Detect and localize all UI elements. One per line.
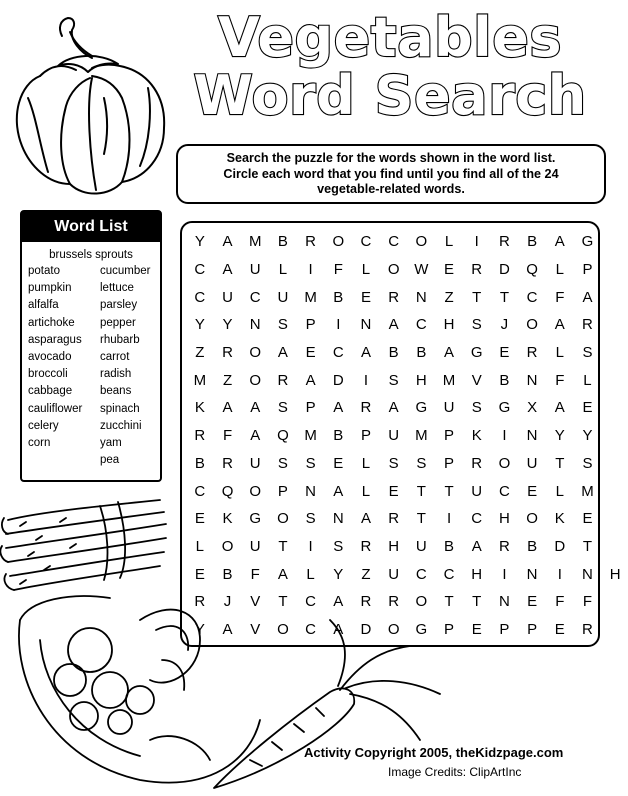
grid-letter: I [474, 233, 479, 251]
grid-letter: O [249, 371, 262, 389]
grid-letter: E [360, 288, 371, 306]
grid-letter: R [360, 593, 372, 611]
grid-letter: P [444, 454, 455, 472]
grid-letter: R [194, 427, 206, 445]
grid-row [186, 256, 628, 284]
grid-letter: T [278, 537, 288, 555]
grid-letter: A [222, 233, 233, 251]
grid-letter: T [472, 288, 482, 306]
grid-letter: Y [333, 565, 344, 583]
grid-letter: F [582, 593, 593, 611]
grid-letter: Z [361, 565, 371, 583]
grid-letter: E [527, 482, 538, 500]
grid-letter: Y [554, 427, 565, 445]
word-list-item: parsley [100, 299, 138, 312]
word-list-item: asparagus [28, 333, 82, 346]
grid-letter: A [554, 399, 565, 417]
grid-letter: K [194, 399, 205, 417]
grid-letter: G [498, 399, 511, 417]
grid-letter: B [194, 454, 205, 472]
grid-letter: S [471, 316, 482, 334]
grid-letter: E [194, 510, 205, 528]
grid-row [186, 283, 628, 311]
grid-letter: T [278, 593, 288, 611]
grid-letter: D [360, 620, 372, 638]
grid-letter: O [249, 482, 262, 500]
grid-letter: A [582, 288, 593, 306]
grid-letter: M [193, 371, 207, 389]
word-list-item: rhubarb [100, 333, 140, 346]
grid-letter: C [249, 288, 261, 306]
grid-letter: I [308, 261, 313, 279]
grid-letter: F [555, 371, 565, 389]
grid-letter: I [363, 371, 369, 389]
grid-letter: O [526, 510, 538, 528]
word-list-item: pea [100, 454, 120, 467]
grid-letter: B [222, 565, 233, 583]
grid-letter: R [222, 344, 233, 362]
grid-letter: A [333, 482, 344, 500]
word-list-item: cabbage [28, 385, 73, 398]
grid-letter: T [499, 288, 509, 306]
grid-letter: T [555, 454, 565, 472]
grid-letter: R [360, 537, 372, 555]
grid-letter: P [277, 482, 288, 500]
word-list-item: alfalfa [28, 299, 59, 312]
grid-letter: F [555, 593, 565, 611]
grid-letter: L [361, 261, 371, 279]
grid-letter: S [582, 454, 593, 472]
grid-letter: Z [222, 371, 233, 389]
word-list-header: Word List [22, 212, 160, 242]
grid-letter: N [526, 427, 538, 445]
grid-letter: J [223, 593, 232, 611]
grid-letter: E [194, 565, 205, 583]
grid-letter: B [388, 344, 399, 362]
word-list-item: corn [28, 437, 51, 450]
grid-letter: P [305, 316, 316, 334]
grid-letter: R [471, 261, 483, 279]
grid-letter: H [443, 316, 455, 334]
grid-row [186, 339, 628, 367]
grid-letter: L [361, 482, 371, 500]
grid-letter: J [500, 316, 509, 334]
grid-letter: E [582, 399, 593, 417]
grid-letter: A [277, 344, 288, 362]
grid-letter: R [526, 344, 538, 362]
grid-letter: N [360, 316, 372, 334]
bell-pepper-illustration [0, 6, 175, 206]
grid-letter: R [222, 454, 233, 472]
grid-letter: W [414, 261, 429, 279]
grid-row [186, 505, 628, 533]
grid-letter: R [498, 537, 510, 555]
grid-letter: A [388, 316, 399, 334]
grid-row [186, 366, 628, 394]
grid-letter: E [554, 620, 565, 638]
grid-row [186, 311, 628, 339]
grid-letter: R [388, 510, 400, 528]
grid-letter: O [387, 261, 400, 279]
grid-letter: L [555, 344, 564, 362]
grid-letter: B [333, 288, 344, 306]
grid-letter: S [305, 510, 316, 528]
grid-letter: B [527, 537, 538, 555]
grid-letter: A [305, 371, 316, 389]
grid-letter: S [416, 454, 427, 472]
word-list-item: carrot [100, 351, 130, 364]
grid-letter: A [360, 510, 371, 528]
grid-letter: N [498, 593, 510, 611]
grid-letter: N [526, 371, 538, 389]
grid-letter: R [498, 233, 510, 251]
grid-letter: G [249, 510, 262, 528]
grid-letter: S [277, 454, 288, 472]
grid-letter: C [305, 620, 317, 638]
word-list-item: potato [28, 265, 60, 277]
grid-letter: U [443, 399, 455, 417]
grid-letter: R [582, 620, 593, 638]
grid-letter: L [278, 261, 288, 279]
grid-letter: S [305, 454, 316, 472]
instructions-line-1: Search the puzzle for the words shown in the word list. [226, 151, 556, 165]
grid-letter: M [442, 371, 456, 389]
grid-letter: A [333, 620, 344, 638]
grid-letter: A [388, 399, 399, 417]
grid-row [186, 450, 628, 478]
word-list-item: celery [28, 419, 59, 432]
grid-letter: A [277, 565, 288, 583]
word-list-item: pepper [100, 316, 136, 329]
grid-letter: S [388, 454, 399, 472]
instructions-line-2: Circle each word that you find until you find all of the 24 [223, 166, 559, 181]
grid-letter: S [471, 399, 482, 417]
grid-letter: A [222, 261, 233, 279]
grid-letter: I [557, 565, 562, 583]
word-list-item: broccoli [28, 368, 68, 381]
grid-letter: A [471, 537, 482, 555]
grid-row [186, 394, 628, 422]
word-list-column-1 [28, 263, 100, 469]
word-list-item: artichoke [28, 316, 75, 329]
grid-letter: U [249, 454, 261, 472]
grid-letter: A [333, 593, 344, 611]
grid-letter: C [194, 288, 206, 306]
grid-letter: A [360, 344, 371, 362]
grid-letter: Q [221, 482, 234, 500]
puzzle-grid-box [180, 221, 621, 647]
grid-row [186, 616, 628, 644]
grid-letter: C [194, 482, 206, 500]
instructions-box [176, 144, 606, 204]
grid-letter: N [526, 565, 538, 583]
grid-letter: T [472, 593, 482, 611]
grid-letter: N [415, 288, 427, 306]
grid-letter: Z [444, 288, 454, 306]
grid-letter: B [444, 537, 455, 555]
word-list-item: pumpkin [28, 282, 72, 295]
grid-letter: T [582, 537, 593, 555]
word-list-column-2 [100, 263, 151, 469]
grid-letter: G [415, 620, 428, 638]
grid-letter: Q [526, 261, 538, 279]
word-list-item: avocado [28, 351, 72, 364]
grid-letter: B [277, 233, 288, 251]
grid-letter: M [248, 233, 262, 251]
grid-letter: I [502, 565, 507, 583]
grid-letter: L [361, 454, 371, 472]
copyright-text: Activity Copyright 2005, theKidzpage.com [304, 745, 564, 760]
word-list-item: yam [100, 437, 122, 450]
grid-letter: O [387, 620, 400, 638]
grid-letter: A [250, 399, 261, 417]
grid-letter: M [304, 427, 317, 445]
grid-letter: E [333, 454, 344, 472]
instructions-line-3: vegetable-related words. [317, 182, 465, 196]
grid-letter: G [470, 344, 483, 362]
grid-letter: V [471, 371, 482, 389]
grid-letter: A [554, 233, 565, 251]
grid-letter: G [581, 233, 594, 251]
grid-letter: P [527, 620, 538, 638]
grid-letter: H [498, 510, 510, 528]
letter-grid [186, 228, 628, 643]
grid-letter: P [499, 620, 510, 638]
grid-letter: U [222, 288, 233, 306]
grid-letter: U [471, 482, 483, 500]
grid-letter: O [249, 344, 262, 362]
grid-letter: U [249, 537, 261, 555]
grid-letter: O [277, 620, 289, 638]
grid-letter: S [277, 399, 288, 417]
grid-letter: A [333, 399, 344, 417]
grid-letter: U [526, 454, 538, 472]
grid-letter: L [555, 482, 564, 500]
grid-letter: E [388, 482, 399, 500]
title-line-1: Vegetables [218, 6, 562, 69]
grid-letter: B [416, 344, 427, 362]
grid-letter: C [332, 344, 344, 362]
grid-letter: E [582, 510, 593, 528]
grid-letter: T [416, 482, 426, 500]
word-list-item: brussels sprouts [49, 249, 133, 261]
grid-row [186, 477, 628, 505]
grid-letter: O [498, 454, 511, 472]
grid-letter: G [415, 399, 428, 417]
grid-row [186, 560, 628, 588]
grid-letter: C [388, 233, 400, 251]
grid-letter: U [415, 537, 427, 555]
asparagus-illustration [0, 500, 166, 590]
grid-letter: A [222, 399, 233, 417]
grid-letter: Y [194, 620, 205, 638]
grid-letter: L [444, 233, 454, 251]
grid-letter: T [416, 510, 426, 528]
word-list-item: radish [100, 368, 132, 381]
grid-letter: S [388, 371, 399, 389]
grid-letter: M [581, 482, 594, 500]
grid-letter: I [308, 537, 313, 555]
grid-letter: F [555, 288, 565, 306]
grid-letter: H [415, 371, 427, 389]
grid-letter: M [415, 427, 428, 445]
grid-row [186, 588, 628, 616]
grid-letter: D [498, 261, 510, 279]
grid-letter: N [305, 482, 317, 500]
grid-letter: I [336, 316, 341, 334]
grid-letter: S [582, 344, 593, 362]
grid-letter: O [332, 233, 345, 251]
grid-letter: H [471, 565, 483, 583]
grid-letter: U [388, 427, 400, 445]
grid-letter: T [444, 482, 454, 500]
grid-letter: Z [195, 344, 205, 362]
grid-letter: H [388, 537, 400, 555]
grid-letter: L [195, 537, 205, 555]
grid-letter: C [415, 565, 427, 583]
grid-letter: Y [582, 427, 593, 445]
grid-letter: R [582, 316, 593, 334]
grid-letter: P [444, 620, 455, 638]
word-list-item: beans [100, 385, 132, 398]
grid-row [186, 228, 628, 256]
grid-letter: A [554, 316, 565, 334]
grid-letter: A [222, 620, 233, 638]
image-credits-text: Image Credits: ClipArtInc [388, 765, 522, 779]
grid-letter: R [388, 288, 400, 306]
grid-letter: T [444, 593, 454, 611]
word-list-item: lettuce [100, 282, 134, 295]
title-line-2: Word Search [193, 64, 587, 127]
grid-letter: C [526, 288, 538, 306]
word-list-item: cucumber [100, 265, 151, 277]
grid-letter: Y [194, 233, 205, 251]
grid-letter: U [277, 288, 289, 306]
grid-letter: N [582, 565, 593, 583]
grid-letter: L [306, 565, 315, 583]
grid-letter: I [502, 427, 507, 445]
grid-letter: M [304, 288, 317, 306]
grid-letter: C [443, 565, 455, 583]
grid-letter: D [554, 537, 566, 555]
grid-letter: O [221, 537, 234, 555]
grid-row [186, 422, 628, 450]
grid-letter: F [222, 427, 233, 445]
grid-letter: U [249, 261, 261, 279]
grid-letter: P [444, 427, 455, 445]
grid-letter: A [250, 427, 261, 445]
grid-letter: R [277, 371, 289, 389]
grid-letter: V [250, 620, 261, 638]
grid-letter: C [194, 261, 206, 279]
grid-letter: C [415, 316, 427, 334]
grid-letter: I [446, 510, 452, 528]
grid-letter: Y [194, 316, 205, 334]
grid-letter: D [332, 371, 344, 389]
word-list-item: zucchini [100, 419, 142, 432]
word-list-item: spinach [100, 402, 140, 415]
grid-letter: O [415, 593, 428, 611]
grid-letter: A [444, 344, 455, 362]
grid-letter: C [305, 593, 317, 611]
grid-letter: L [555, 261, 564, 279]
grid-row [186, 533, 628, 561]
word-list [20, 210, 162, 482]
grid-letter: C [360, 233, 372, 251]
grid-letter: B [499, 371, 510, 389]
grid-letter: N [332, 510, 344, 528]
grid-letter: E [499, 344, 510, 362]
grid-letter: N [249, 316, 261, 334]
grid-letter: S [277, 316, 288, 334]
grid-letter: E [471, 620, 482, 638]
grid-letter: R [471, 454, 483, 472]
grid-letter: R [388, 593, 400, 611]
grid-letter: R [360, 399, 372, 417]
grid-letter: O [277, 510, 289, 528]
grid-letter: V [250, 593, 261, 611]
grid-letter: Q [277, 427, 289, 445]
grid-letter: K [554, 510, 565, 528]
grid-letter: C [471, 510, 483, 528]
grid-letter: F [333, 261, 343, 279]
grid-letter: C [498, 482, 510, 500]
grid-letter: E [444, 261, 455, 279]
grid-letter: X [527, 399, 538, 417]
grid-letter: O [415, 233, 428, 251]
grid-letter: Y [222, 316, 233, 334]
grid-letter: P [305, 399, 316, 417]
grid-letter: H [609, 565, 621, 583]
grid-letter: B [333, 427, 344, 445]
grid-letter: R [194, 593, 206, 611]
grid-letter: K [222, 510, 233, 528]
grid-letter: K [471, 427, 482, 445]
grid-letter: P [360, 427, 371, 445]
grid-letter: B [527, 233, 538, 251]
grid-letter: R [305, 233, 317, 251]
grid-letter: L [583, 371, 592, 389]
grid-letter: O [526, 316, 538, 334]
grid-letter: E [305, 344, 316, 362]
word-list-item: cauliflower [28, 402, 83, 415]
grid-letter: U [388, 565, 400, 583]
grid-letter: E [527, 593, 538, 611]
grid-letter: S [333, 537, 344, 555]
grid-letter: P [582, 261, 593, 279]
grid-letter: F [250, 565, 260, 583]
